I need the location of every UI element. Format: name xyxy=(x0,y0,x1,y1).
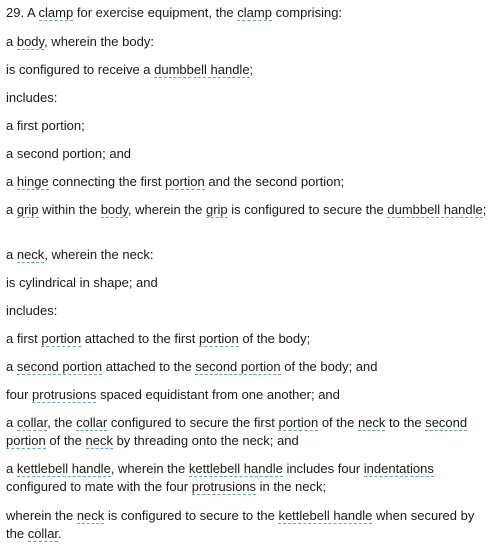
underlined-term: neck xyxy=(357,415,386,430)
underlined-term: hinge xyxy=(16,174,49,189)
claim-line-10 xyxy=(6,274,487,292)
claim-text-segment: by threading onto the neck; and xyxy=(112,433,299,448)
claim-line-12 xyxy=(6,330,487,348)
claim-text-segment: a xyxy=(6,34,17,49)
claim-text-segment: is configured to receive a xyxy=(6,62,155,77)
claim-text-segment: within the xyxy=(38,202,101,217)
claim-text-segment: spaced equidistant from one another; and xyxy=(96,387,340,402)
claim-line-3 xyxy=(6,61,487,79)
claim-text-segment: a second portion; and xyxy=(6,146,132,161)
underlined-term: clamp xyxy=(38,5,74,20)
claim-text-segment: a xyxy=(6,359,17,374)
underlined-term: grip xyxy=(16,202,39,217)
underlined-term: dumbbell handle xyxy=(387,202,483,217)
underlined-term: dumbbell handle xyxy=(154,62,250,77)
claim-text-segment: , the xyxy=(47,415,77,430)
claim-text-segment: is cylindrical in shape; and xyxy=(6,275,158,290)
claim-text-segment: 29. A xyxy=(6,5,39,20)
claim-line-17 xyxy=(6,507,487,543)
claim-text-segment: , wherein the neck: xyxy=(44,247,154,262)
underlined-term: collar xyxy=(16,415,48,430)
underlined-term: portion xyxy=(198,331,239,346)
underlined-term: second portion xyxy=(6,415,468,448)
claim-text-segment: attached to the first xyxy=(81,331,199,346)
claim-text-segment: to the xyxy=(385,415,426,430)
claim-text-segment: a xyxy=(6,461,17,476)
claim-line-1 xyxy=(6,4,487,22)
underlined-term: indentations xyxy=(363,461,434,476)
claim-text-segment: ; xyxy=(482,202,487,217)
claim-text-segment: when secured by the xyxy=(6,508,475,541)
claim-text-segment: , wherein the body: xyxy=(44,34,154,49)
claim-text-segment: is configured to secure to the xyxy=(104,508,279,523)
underlined-term: protrusions xyxy=(191,479,257,494)
claim-text-segment: in the neck; xyxy=(256,479,327,494)
underlined-term: kettlebell handle xyxy=(16,461,111,476)
claim-text-segment: includes four xyxy=(282,461,364,476)
claim-line-2 xyxy=(6,33,487,51)
underlined-term: grip xyxy=(205,202,228,217)
underlined-term: neck xyxy=(16,247,45,262)
claim-text-segment: connecting the first xyxy=(48,174,165,189)
claim-text-segment: . xyxy=(58,526,62,541)
underlined-term: body xyxy=(16,34,45,49)
underlined-term: collar xyxy=(76,415,108,430)
underlined-term: second portion xyxy=(195,359,281,374)
claim-text-segment: a first portion; xyxy=(6,118,85,133)
underlined-term: kettlebell handle xyxy=(278,508,373,523)
underlined-term: neck xyxy=(85,433,113,448)
underlined-term: collar xyxy=(27,526,59,541)
claim-text-segment: of the body; xyxy=(238,331,311,346)
claim-text-segment: for exercise equipment, the xyxy=(73,5,238,20)
claim-text-segment: comprising: xyxy=(271,5,343,20)
claim-text-segment: configured to mate with the four xyxy=(6,479,192,494)
claim-line-7 xyxy=(6,173,487,191)
underlined-term: body xyxy=(100,202,128,217)
claim-text-segment: attached to the xyxy=(102,359,196,374)
claim-text-segment: a first xyxy=(6,331,42,346)
claim-text-segment: configured to secure the first xyxy=(107,415,279,430)
claim-text-segment: includes: xyxy=(6,90,58,105)
claim-text-segment: , wherein the xyxy=(110,461,189,476)
claim-line-15 xyxy=(6,414,487,450)
claim-text-segment: a xyxy=(6,202,17,217)
underlined-term: second portion xyxy=(16,359,103,374)
claim-text-segment: , wherein the xyxy=(127,202,206,217)
claim-line-16 xyxy=(6,460,487,496)
claim-text-segment: ; xyxy=(249,62,254,77)
underlined-term: portion xyxy=(165,174,205,189)
underlined-term: neck xyxy=(76,508,105,523)
underlined-term: protrusions xyxy=(32,387,97,402)
claim-text-segment: four xyxy=(6,387,33,402)
claim-text-segment: and the second portion; xyxy=(204,174,345,189)
underlined-term: clamp xyxy=(237,5,272,20)
claim-line-14 xyxy=(6,386,487,404)
claim-line-4 xyxy=(6,89,487,107)
claim-line-6 xyxy=(6,145,487,163)
claim-text-segment: of the body; and xyxy=(280,359,378,374)
claim-text-segment: a xyxy=(6,174,17,189)
claim-text-segment: of the xyxy=(45,433,86,448)
underlined-term: portion xyxy=(278,415,319,430)
claim-line-9 xyxy=(6,246,487,264)
claim-line-8 xyxy=(6,201,487,219)
underlined-term: portion xyxy=(41,331,82,346)
claim-text-segment: of the xyxy=(318,415,358,430)
claim-text-segment: is configured to secure the xyxy=(227,202,388,217)
claim-line-13 xyxy=(6,358,487,376)
claim-text-segment: includes: xyxy=(6,303,58,318)
claim-text-segment: a xyxy=(6,247,17,262)
claim-line-11 xyxy=(6,302,487,320)
claim-line-5 xyxy=(6,117,487,135)
claim-text-segment: a xyxy=(6,415,17,430)
underlined-term: kettlebell handle xyxy=(188,461,283,476)
claim-text-segment: wherein the xyxy=(6,508,77,523)
